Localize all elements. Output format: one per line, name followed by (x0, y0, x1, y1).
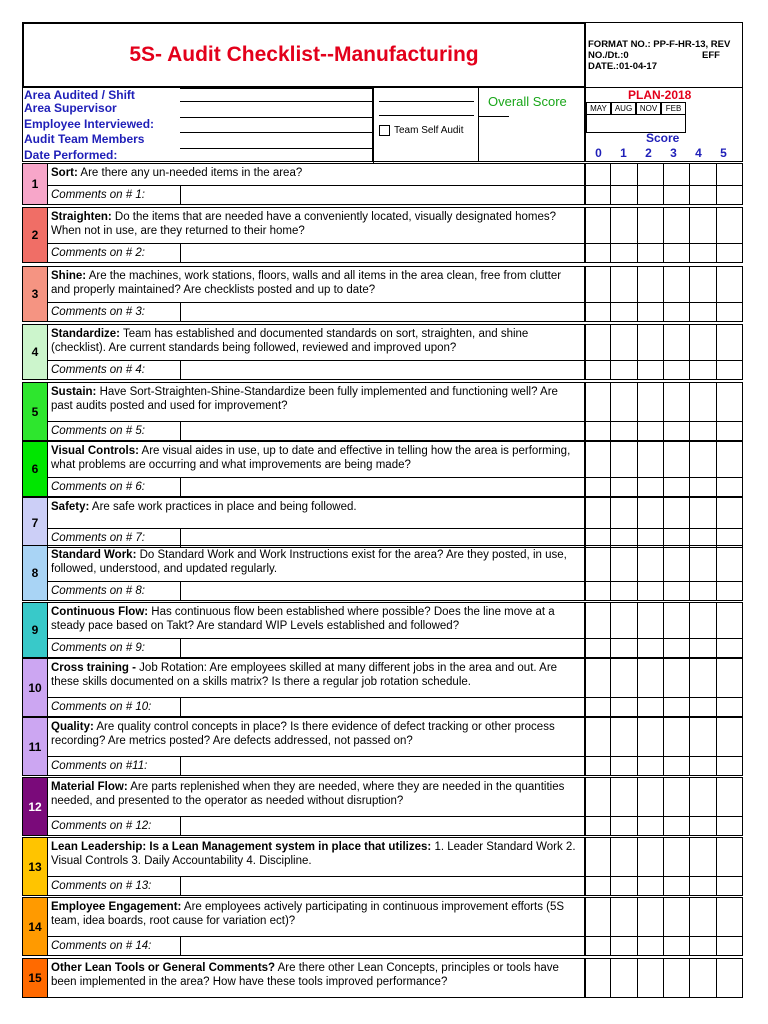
comment-score-cell-12-0[interactable] (585, 817, 611, 836)
employee-interviewed-label: Employee Interviewed: (24, 117, 155, 131)
question-title: Visual Controls: (51, 445, 139, 457)
score-5: 5 (720, 146, 727, 160)
audit-option-line (379, 101, 474, 102)
score-cell-12-2[interactable] (638, 777, 664, 817)
score-cell-13-0[interactable] (585, 837, 611, 877)
score-cell-11-3[interactable] (664, 717, 690, 757)
question-text: Are parts replenished when they are needed, where they are needed in the quantities needed, and presented to the operator as needed without disruption? (51, 781, 565, 807)
question-title: Employee Engagement: (51, 901, 182, 913)
comment-score-cell-1-0[interactable] (585, 186, 611, 205)
score-cell-5-5[interactable] (717, 382, 743, 422)
comment-score-cell-5-4[interactable] (690, 422, 716, 441)
comment-score-cell-9-4[interactable] (690, 639, 716, 658)
question-14 (48, 897, 585, 937)
score-cell-15-4[interactable] (690, 958, 716, 998)
score-cell-14-3[interactable] (664, 897, 690, 937)
comment-field-4[interactable] (181, 361, 585, 380)
question-text: Have Sort-Straighten-Shine-Standardize been fully implemented and functioning well? Are past audits posted and used for improvement? (51, 386, 558, 412)
score-cell-4-0[interactable] (585, 324, 611, 361)
comment-label-3: Comments on # 3: (48, 303, 181, 322)
comment-score-cell-3-4[interactable] (690, 303, 716, 322)
comment-score-cell-11-3[interactable] (664, 757, 690, 776)
date-performed-label: Date Performed: (24, 148, 118, 162)
comment-score-cell-6-0[interactable] (585, 478, 611, 497)
score-cell-8-0[interactable] (585, 545, 611, 582)
score-cell-13-2[interactable] (638, 837, 664, 877)
item-number-4: 4 (22, 324, 48, 380)
score-cell-9-2[interactable] (638, 602, 664, 639)
audit-team-field[interactable] (180, 132, 374, 148)
score-cell-4-5[interactable] (717, 324, 743, 361)
comment-score-cell-4-2[interactable] (638, 361, 664, 380)
score-cell-11-4[interactable] (690, 717, 716, 757)
comment-score-cell-12-3[interactable] (664, 817, 690, 836)
item-number-7: 7 (22, 497, 48, 548)
score-cell-10-2[interactable] (638, 658, 664, 698)
question-5 (48, 382, 585, 422)
item-number-1: 1 (22, 163, 48, 205)
question-12 (48, 777, 585, 817)
score-cell-7-4[interactable] (690, 497, 716, 529)
comment-field-1[interactable] (181, 186, 585, 205)
score-cell-13-5[interactable] (717, 837, 743, 877)
comment-score-cell-13-2[interactable] (638, 877, 664, 896)
question-11 (48, 717, 585, 757)
question-title: Continuous Flow: (51, 606, 149, 618)
comment-field-2[interactable] (181, 244, 585, 263)
comment-label-8: Comments on # 8: (48, 582, 181, 601)
score-cell-15-0[interactable] (585, 958, 611, 998)
comment-score-cell-1-4[interactable] (690, 186, 716, 205)
overall-score-label: Overall Score (488, 94, 567, 109)
score-cell-3-4[interactable] (690, 266, 716, 303)
score-cell-7-0[interactable] (585, 497, 611, 529)
comment-score-cell-3-0[interactable] (585, 303, 611, 322)
score-cell-3-2[interactable] (638, 266, 664, 303)
comment-label-12: Comments on # 12: (48, 817, 181, 836)
score-cell-13-4[interactable] (690, 837, 716, 877)
audit-type-box (372, 88, 478, 162)
comment-label-2: Comments on # 2: (48, 244, 181, 263)
score-cell-1-1[interactable] (611, 163, 637, 186)
format-number: FORMAT NO.: PP-F-HR-13, REV (588, 39, 731, 50)
score-cell-8-3[interactable] (664, 545, 690, 582)
question-2 (48, 207, 585, 244)
comment-score-cell-4-4[interactable] (690, 361, 716, 380)
score-cell-3-1[interactable] (611, 266, 637, 303)
score-cell-12-0[interactable] (585, 777, 611, 817)
score-cell-1-5[interactable] (717, 163, 743, 186)
question-title: Material Flow: (51, 781, 128, 793)
score-cell-1-3[interactable] (664, 163, 690, 186)
item-number-9: 9 (22, 602, 48, 658)
question-text: Are the machines, work stations, floors, walls and all items in the area clean, free from clutter and properly maintained? Are checklists posted and up to date? (51, 270, 562, 296)
question-4 (48, 324, 585, 361)
comment-score-cell-1-2[interactable] (638, 186, 664, 205)
comment-score-cell-10-0[interactable] (585, 698, 611, 717)
team-self-audit-checkbox[interactable] (379, 125, 390, 136)
comment-score-cell-8-2[interactable] (638, 582, 664, 601)
effective-label: EFF (702, 50, 720, 61)
score-cell-15-5[interactable] (717, 958, 743, 998)
comment-label-6: Comments on # 6: (48, 478, 181, 497)
question-text: Are there any un-needed items in the area? (77, 167, 303, 179)
score-cell-8-1[interactable] (611, 545, 637, 582)
comment-score-cell-13-0[interactable] (585, 877, 611, 896)
question-text: Are quality control concepts in place? Is there evidence of defect tracking or other process recording? Are metrics posted? Are defects addressed, not passed on? (51, 721, 555, 747)
score-cell-10-3[interactable] (664, 658, 690, 698)
score-cell-11-0[interactable] (585, 717, 611, 757)
area-supervisor-label: Area Supervisor (24, 101, 117, 115)
score-cell-12-3[interactable] (664, 777, 690, 817)
comment-score-cell-6-2[interactable] (638, 478, 664, 497)
question-title: Straighten: (51, 211, 112, 223)
score-4: 4 (695, 146, 702, 160)
question-text: Are safe work practices in place and being followed. (89, 501, 357, 513)
comment-score-cell-3-2[interactable] (638, 303, 664, 322)
score-cell-6-5[interactable] (717, 441, 743, 478)
score-cell-14-5[interactable] (717, 897, 743, 937)
score-2: 2 (645, 146, 652, 160)
score-cell-2-4[interactable] (690, 207, 716, 244)
score-cell-5-2[interactable] (638, 382, 664, 422)
comment-score-cell-1-3[interactable] (664, 186, 690, 205)
question-9 (48, 602, 585, 639)
score-cell-6-0[interactable] (585, 441, 611, 478)
item-number-2: 2 (22, 207, 48, 263)
comment-field-6[interactable] (181, 478, 585, 497)
month-nov: NOV (636, 102, 661, 115)
comment-score-cell-8-4[interactable] (690, 582, 716, 601)
revision-number: NO./Dt.:0 (588, 50, 629, 61)
question-text: Are employees actively participating in continuous improvement efforts (5S team, idea boards, root cause for variation ect)? (51, 901, 565, 927)
score-cell-10-5[interactable] (717, 658, 743, 698)
comment-score-cell-12-5[interactable] (717, 817, 743, 836)
audit-option-line (379, 115, 474, 116)
effective-date: DATE.:01-04-17 (588, 61, 657, 72)
comment-score-cell-3-5[interactable] (717, 303, 743, 322)
score-1: 1 (620, 146, 627, 160)
question-13 (48, 837, 585, 877)
score-cell-1-4[interactable] (690, 163, 716, 186)
score-3: 3 (670, 146, 677, 160)
question-title: Sort: (51, 167, 78, 179)
score-cell-7-5[interactable] (717, 497, 743, 529)
comment-score-cell-1-5[interactable] (717, 186, 743, 205)
month-values-row[interactable] (586, 113, 686, 133)
comment-label-13: Comments on # 13: (48, 877, 181, 896)
question-8 (48, 545, 585, 582)
comment-score-cell-13-1[interactable] (611, 877, 637, 896)
comment-score-cell-6-5[interactable] (717, 478, 743, 497)
plan-label: PLAN-2018 (628, 88, 692, 102)
comment-label-9: Comments on # 9: (48, 639, 181, 658)
comment-label-14: Comments on # 14: (48, 937, 181, 956)
score-cell-13-3[interactable] (664, 837, 690, 877)
comment-score-cell-4-3[interactable] (664, 361, 690, 380)
month-feb: FEB (661, 102, 686, 115)
question-text: 1. Leader Standard Work 2. Visual Controls 3. Daily Accountability 4. Discipline. (51, 841, 576, 867)
score-cell-1-2[interactable] (638, 163, 664, 186)
comment-score-cell-12-2[interactable] (638, 817, 664, 836)
comment-label-11: Comments on #11: (48, 757, 181, 776)
question-10 (48, 658, 585, 698)
comment-score-cell-13-5[interactable] (717, 877, 743, 896)
score-cell-2-2[interactable] (638, 207, 664, 244)
score-0: 0 (595, 146, 602, 160)
item-number-12: 12 (22, 777, 48, 836)
score-cell-6-3[interactable] (664, 441, 690, 478)
score-cell-4-2[interactable] (638, 324, 664, 361)
question-6 (48, 441, 585, 478)
comment-score-cell-5-3[interactable] (664, 422, 690, 441)
comment-score-cell-14-3[interactable] (664, 937, 690, 956)
comment-score-cell-2-5[interactable] (717, 244, 743, 263)
comment-label-7: Comments on # 7: (48, 529, 181, 548)
comment-field-14[interactable] (181, 937, 585, 956)
comment-score-cell-13-4[interactable] (690, 877, 716, 896)
question-title: Cross training - (51, 662, 136, 674)
comment-score-cell-14-4[interactable] (690, 937, 716, 956)
item-number-11: 11 (22, 717, 48, 776)
title-box (22, 22, 586, 88)
question-3 (48, 266, 585, 303)
comment-score-cell-6-3[interactable] (664, 478, 690, 497)
score-cell-10-4[interactable] (690, 658, 716, 698)
score-cell-15-1[interactable] (611, 958, 637, 998)
comment-score-cell-10-4[interactable] (690, 698, 716, 717)
score-cell-15-3[interactable] (664, 958, 690, 998)
comment-score-cell-2-1[interactable] (611, 244, 637, 263)
question-1 (48, 163, 585, 186)
comment-score-cell-8-0[interactable] (585, 582, 611, 601)
score-cell-6-2[interactable] (638, 441, 664, 478)
item-number-8: 8 (22, 545, 48, 601)
score-cell-5-0[interactable] (585, 382, 611, 422)
item-number-13: 13 (22, 837, 48, 896)
comment-field-9[interactable] (181, 639, 585, 658)
question-7 (48, 497, 585, 529)
score-cell-8-2[interactable] (638, 545, 664, 582)
comment-score-cell-10-2[interactable] (638, 698, 664, 717)
comment-score-cell-4-5[interactable] (717, 361, 743, 380)
month-aug: AUG (611, 102, 636, 115)
question-title: Safety: (51, 501, 90, 513)
comment-field-10[interactable] (181, 698, 585, 717)
score-cell-13-1[interactable] (611, 837, 637, 877)
comment-score-cell-2-3[interactable] (664, 244, 690, 263)
comment-score-cell-8-3[interactable] (664, 582, 690, 601)
team-self-audit-option[interactable] (379, 125, 463, 136)
score-label: Score (646, 131, 680, 145)
comment-score-cell-5-0[interactable] (585, 422, 611, 441)
comment-score-cell-10-1[interactable] (611, 698, 637, 717)
date-performed-field[interactable] (180, 148, 374, 164)
score-cell-11-1[interactable] (611, 717, 637, 757)
question-text: Team has established and documented standards on sort, straighten, and shine (checklist). Are current standards being followed, reviewed and improved upon? (51, 328, 529, 354)
comment-score-cell-9-2[interactable] (638, 639, 664, 658)
comment-label-1: Comments on # 1: (48, 186, 181, 205)
score-cell-2-5[interactable] (717, 207, 743, 244)
score-cell-14-0[interactable] (585, 897, 611, 937)
question-title: Standardize: (51, 328, 121, 340)
comment-score-cell-11-0[interactable] (585, 757, 611, 776)
question-text: Are there other Lean Concepts, principles or tools have been implemented in the area? How have these tools improved performance? (51, 962, 559, 988)
score-cell-14-1[interactable] (611, 897, 637, 937)
comment-score-cell-5-5[interactable] (717, 422, 743, 441)
area-audited-label: Area Audited / Shift (24, 88, 135, 102)
comment-label-10: Comments on # 10: (48, 698, 181, 717)
score-cell-9-5[interactable] (717, 602, 743, 639)
comment-score-cell-5-2[interactable] (638, 422, 664, 441)
score-cell-3-3[interactable] (664, 266, 690, 303)
comment-score-cell-3-3[interactable] (664, 303, 690, 322)
score-cell-2-3[interactable] (664, 207, 690, 244)
question-title: Standard Work: (51, 549, 137, 561)
item-number-10: 10 (22, 658, 48, 717)
comment-score-cell-10-3[interactable] (664, 698, 690, 717)
comment-score-cell-14-2[interactable] (638, 937, 664, 956)
comment-score-cell-14-5[interactable] (717, 937, 743, 956)
score-cell-10-0[interactable] (585, 658, 611, 698)
comment-field-3[interactable] (181, 303, 585, 322)
score-cell-7-3[interactable] (664, 497, 690, 529)
area-supervisor-field[interactable] (180, 101, 374, 117)
comment-score-cell-9-0[interactable] (585, 639, 611, 658)
item-number-14: 14 (22, 897, 48, 956)
score-cell-5-1[interactable] (611, 382, 637, 422)
comment-score-cell-12-4[interactable] (690, 817, 716, 836)
score-scale (586, 146, 736, 160)
team-self-audit-label: Team Self Audit (394, 125, 464, 137)
item-number-15: 15 (22, 958, 48, 998)
question-title: Sustain: (51, 386, 97, 398)
comment-score-cell-14-0[interactable] (585, 937, 611, 956)
comment-label-4: Comments on # 4: (48, 361, 181, 380)
question-text: Has continuous flow been established where possible? Does the line move at a steady pace based on Takt? Are standard WIP Levels established and followed? (51, 606, 555, 632)
question-title: Shine: (51, 270, 87, 282)
comment-score-cell-6-4[interactable] (690, 478, 716, 497)
item-number-6: 6 (22, 441, 48, 497)
score-cell-11-2[interactable] (638, 717, 664, 757)
comment-score-cell-2-4[interactable] (690, 244, 716, 263)
question-title: Other Lean Tools or General Comments? (51, 962, 276, 974)
comment-score-cell-11-5[interactable] (717, 757, 743, 776)
score-cell-14-4[interactable] (690, 897, 716, 937)
score-cell-2-0[interactable] (585, 207, 611, 244)
question-15 (48, 958, 585, 998)
plan-box (585, 88, 743, 162)
score-cell-4-1[interactable] (611, 324, 637, 361)
comment-field-13[interactable] (181, 877, 585, 896)
comment-score-cell-11-2[interactable] (638, 757, 664, 776)
score-cell-4-4[interactable] (690, 324, 716, 361)
score-cell-9-4[interactable] (690, 602, 716, 639)
score-cell-12-1[interactable] (611, 777, 637, 817)
comment-score-cell-14-1[interactable] (611, 937, 637, 956)
score-cell-14-2[interactable] (638, 897, 664, 937)
comment-score-cell-9-1[interactable] (611, 639, 637, 658)
comment-score-cell-9-3[interactable] (664, 639, 690, 658)
score-cell-12-5[interactable] (717, 777, 743, 817)
question-title: Lean Leadership: Is a Lean Management system in place that utilizes: (51, 841, 432, 853)
comment-score-cell-8-1[interactable] (611, 582, 637, 601)
score-cell-1-0[interactable] (585, 163, 611, 186)
audit-team-label: Audit Team Members (24, 132, 145, 146)
score-cell-7-2[interactable] (638, 497, 664, 529)
comment-score-cell-13-3[interactable] (664, 877, 690, 896)
score-cell-8-5[interactable] (717, 545, 743, 582)
comment-field-5[interactable] (181, 422, 585, 441)
comment-score-cell-5-1[interactable] (611, 422, 637, 441)
score-cell-9-1[interactable] (611, 602, 637, 639)
comment-score-cell-6-1[interactable] (611, 478, 637, 497)
month-may: MAY (586, 102, 611, 115)
score-cell-3-0[interactable] (585, 266, 611, 303)
score-cell-4-3[interactable] (664, 324, 690, 361)
page-title: 5S- Audit Checklist--Manufacturing (129, 43, 479, 66)
score-cell-7-1[interactable] (611, 497, 637, 529)
score-cell-5-4[interactable] (690, 382, 716, 422)
question-title: Quality: (51, 721, 94, 733)
score-cell-5-3[interactable] (664, 382, 690, 422)
score-cell-9-0[interactable] (585, 602, 611, 639)
question-text: Job Rotation: Are employees skilled at many different jobs in the area and out. Are these skills documented on a skills matrix? Is there a regular job rotation schedule. (51, 662, 558, 688)
comment-score-cell-8-5[interactable] (717, 582, 743, 601)
employee-interviewed-field[interactable] (180, 117, 374, 133)
question-text: Are visual aides in use, up to date and effective in telling how the area is performing, what problems are occurring and what improvements are being made? (51, 445, 571, 471)
score-cell-15-2[interactable] (638, 958, 664, 998)
score-cell-10-1[interactable] (611, 658, 637, 698)
comment-field-11[interactable] (181, 757, 585, 776)
comment-score-cell-9-5[interactable] (717, 639, 743, 658)
question-text: Do the items that are needed have a conveniently located, visually designated homes? When not in use, are they returned to their home? (51, 211, 557, 237)
overall-score-box (478, 88, 586, 162)
comment-score-cell-12-1[interactable] (611, 817, 637, 836)
item-number-5: 5 (22, 382, 48, 441)
comment-score-cell-1-1[interactable] (611, 186, 637, 205)
score-cell-9-3[interactable] (664, 602, 690, 639)
comment-field-12[interactable] (181, 817, 585, 836)
comment-score-cell-3-1[interactable] (611, 303, 637, 322)
score-cell-11-5[interactable] (717, 717, 743, 757)
comment-score-cell-2-2[interactable] (638, 244, 664, 263)
comment-field-8[interactable] (181, 582, 585, 601)
score-cell-6-1[interactable] (611, 441, 637, 478)
comment-label-5: Comments on # 5: (48, 422, 181, 441)
comment-score-cell-11-1[interactable] (611, 757, 637, 776)
comment-score-cell-4-1[interactable] (611, 361, 637, 380)
comment-score-cell-4-0[interactable] (585, 361, 611, 380)
comment-score-cell-10-5[interactable] (717, 698, 743, 717)
score-cell-3-5[interactable] (717, 266, 743, 303)
comment-score-cell-2-0[interactable] (585, 244, 611, 263)
comment-score-cell-11-4[interactable] (690, 757, 716, 776)
score-cell-6-4[interactable] (690, 441, 716, 478)
score-cell-12-4[interactable] (690, 777, 716, 817)
item-number-3: 3 (22, 266, 48, 322)
score-cell-8-4[interactable] (690, 545, 716, 582)
score-cell-2-1[interactable] (611, 207, 637, 244)
overall-score-line (479, 116, 509, 117)
question-text: Do Standard Work and Work Instructions exist for the area? Are they posted, in use, followed, understood, and updated regularly. (51, 549, 567, 575)
format-info (584, 22, 743, 88)
